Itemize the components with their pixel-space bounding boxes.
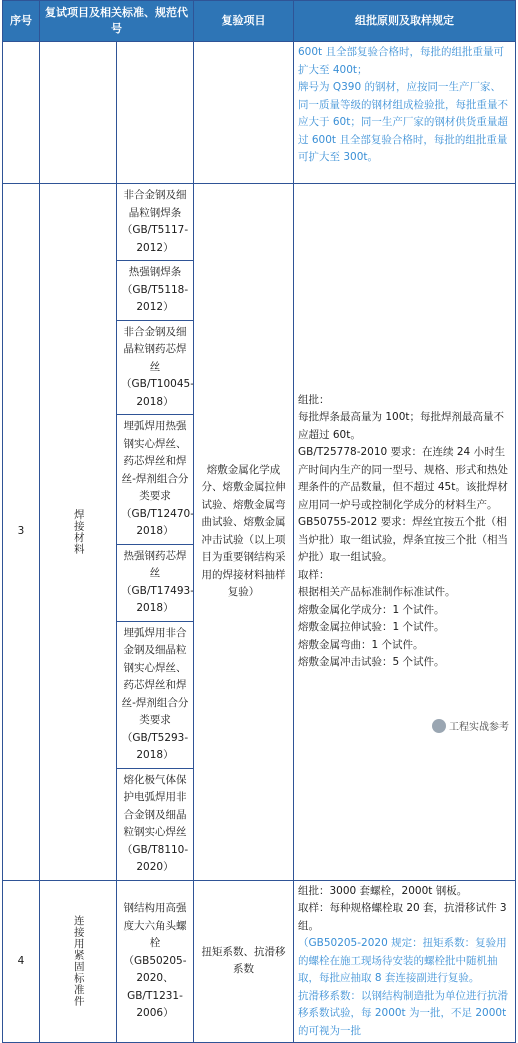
standard-item: 热强钢焊条（GB/T5118-2012） bbox=[117, 261, 193, 321]
rule-line: 熔敷金属拉伸试验：1 个试件。 bbox=[298, 619, 511, 637]
rule-line: GB50755-2012 要求：焊丝宜按五个批（相当炉批）取一组试验，焊条宜按三个批（相当炉批）取一组试验。 bbox=[298, 514, 511, 567]
standard-item: 埋弧焊用非合金钢及细晶粒钢实心焊丝、药芯焊丝和焊丝-焊剂组合分类要求（GB/T5293-2018） bbox=[117, 622, 193, 769]
standard-item: 非合金钢及细晶粒钢药芯焊丝（GB/T10045-2018） bbox=[117, 321, 193, 416]
standard-item: 非合金钢及细晶粒钢焊条（GB/T5117-2012） bbox=[117, 184, 193, 261]
continued-rule-cell bbox=[294, 42, 516, 184]
standard-item: 埋弧焊用热强钢实心焊丝、药芯焊丝和焊丝-焊剂组合分类要求（GB/T12470-2018） bbox=[117, 415, 193, 545]
rule-line: 每批焊条最高量为 100t；每批焊剂最高量不应超过 60t。 bbox=[298, 409, 511, 444]
rule-line: 牌号为 Q390 的钢材，应按同一生产厂家、同一质量等级的钢材组成检验批，每批重量不应大于 60t；同一生产厂家的钢材供货重量超过 600t 且全部复验合格时，每批的组批重量可扩大至 300t。 bbox=[298, 79, 511, 167]
watermark-text: 工程实战参考 bbox=[449, 718, 509, 733]
wechat-icon bbox=[432, 719, 446, 733]
standards-cell bbox=[117, 184, 194, 881]
rule-cell bbox=[294, 880, 516, 1043]
category-label: 焊接材料 bbox=[69, 509, 87, 555]
header-standard: 复试项目及相关标准、规范代号 bbox=[40, 1, 194, 42]
row-number: 3 bbox=[3, 184, 40, 881]
header-no: 序号 bbox=[3, 1, 40, 42]
continued-standard-cell bbox=[117, 42, 194, 184]
rule-line: 取样：每种规格螺栓取 20 套，抗滑移试件 3 组。 bbox=[298, 900, 511, 935]
rule-line: 熔敷金属冲击试验：5 个试件。 bbox=[298, 654, 511, 672]
rule-line: 取样： bbox=[298, 567, 511, 585]
table-row-welding-materials bbox=[3, 184, 516, 881]
sampling-table bbox=[2, 0, 516, 1043]
watermark bbox=[429, 718, 512, 733]
continued-item-cell bbox=[194, 42, 294, 184]
standard-item: 热强钢药芯焊丝（GB/T17493-2018） bbox=[117, 545, 193, 622]
test-item-cell: 熔敷金属化学成分、熔敷金属拉伸试验、熔敷金属弯曲试验、熔敷金属冲击试验（以上项目为重要钢结构采用的焊接材料抽样复验） bbox=[194, 184, 294, 881]
rule-line: 熔敷金属弯曲：1 个试件。 bbox=[298, 637, 511, 655]
rule-line: 抗滑移系数：以钢结构制造批为单位进行抗滑移系数试验，每 2000t 为一批，不足 2000t 的可视为一批 bbox=[298, 988, 511, 1041]
table-row-continued bbox=[3, 42, 516, 184]
category-cell bbox=[40, 184, 117, 881]
test-item-cell: 扭矩系数、抗滑移系数 bbox=[194, 880, 294, 1043]
row-number: 4 bbox=[3, 880, 40, 1043]
standard-cell: 钢结构用高强度大六角头螺栓（GB50205-2020、GB/T1231-2006） bbox=[117, 880, 194, 1043]
category-label: 连接用紧固标准件 bbox=[69, 915, 87, 1007]
standard-item: 熔化极气体保护电弧焊用非合金钢及细晶粒钢实心焊丝（GB/T8110-2020） bbox=[117, 769, 193, 880]
rule-line: 熔敷金属化学成分：1 个试件。 bbox=[298, 602, 511, 620]
header-rule: 组批原则及取样规定 bbox=[294, 1, 516, 42]
header-item: 复验项目 bbox=[194, 1, 294, 42]
rule-line: 组批： bbox=[298, 392, 511, 410]
category-cell bbox=[40, 880, 117, 1043]
rule-line: （GB50205-2020 规定：扭矩系数：复验用的螺栓在施工现场待安装的螺栓批中随机抽取，每批应抽取 8 套连接副进行复验。 bbox=[298, 935, 511, 988]
rule-line: 根据相关产品标准制作标准试件。 bbox=[298, 584, 511, 602]
continued-no-cell bbox=[3, 42, 40, 184]
table-row-fasteners bbox=[3, 880, 516, 1043]
continued-category-cell bbox=[40, 42, 117, 184]
rule-cell bbox=[294, 184, 516, 881]
rule-line: 组批：3000 套螺栓，2000t 钢板。 bbox=[298, 883, 511, 901]
rule-line: 600t 且全部复验合格时，每批的组批重量可扩大至 400t； bbox=[298, 44, 511, 79]
rule-line: GB/T25778-2010 要求：在连续 24 小时生产时间内生产的同一型号、规格、形式和热处理条件的产品数量，但不超过 45t。该批焊材应用同一炉号或控制化学成分的材料生产。 bbox=[298, 444, 511, 514]
header-row bbox=[3, 1, 516, 42]
